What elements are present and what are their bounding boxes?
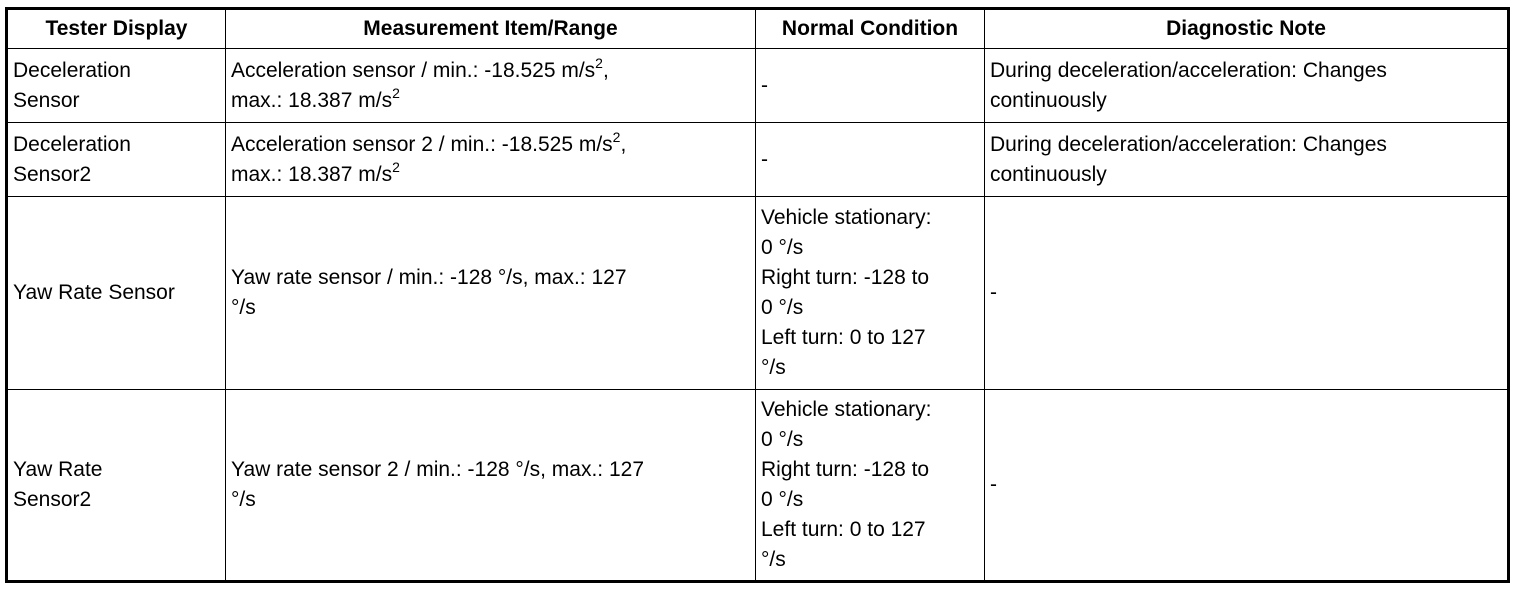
diagnostic-note-line: -: [990, 472, 997, 496]
normal-condition-line: -: [761, 73, 768, 97]
superscript: 2: [595, 54, 603, 71]
measurement-text: ,: [620, 132, 627, 156]
normal-condition-line: Vehicle stationary:: [761, 205, 932, 229]
header-measurement-item-range: Measurement Item/Range: [226, 9, 756, 49]
cell-measurement: [226, 197, 756, 389]
normal-condition-line: 0 °/s: [761, 235, 804, 259]
normal-condition-line: Left turn: 0 to 127: [761, 517, 926, 541]
measurement-line: [231, 160, 750, 190]
measurement-text: ,: [602, 58, 609, 82]
superscript: 2: [612, 128, 621, 145]
cell-diagnostic-note: [985, 389, 1509, 581]
measurement-text: Acceleration sensor / min.: -18.525 m/s: [231, 58, 596, 82]
diagnostic-note-line: During deceleration/acceleration: Changes: [990, 132, 1387, 156]
tester-display-line: Yaw Rate: [13, 457, 103, 481]
cell-diagnostic-note: [985, 49, 1509, 123]
cell-measurement: [226, 49, 756, 123]
cell-diagnostic-note: [985, 123, 1509, 197]
measurement-line: °/s: [231, 295, 256, 319]
diagnostic-note-line: continuously: [990, 88, 1107, 112]
superscript: 2: [392, 84, 400, 101]
measurement-line: [231, 130, 750, 160]
measurement-text: max.: 18.387 m/s: [231, 88, 393, 112]
cell-normal-condition: [756, 49, 985, 123]
cell-tester-display: [7, 123, 226, 197]
table-row: [7, 123, 1509, 197]
normal-condition-line: Vehicle stationary:: [761, 397, 932, 421]
spec-table: [5, 7, 1510, 583]
measurement-line: Yaw rate sensor 2 / min.: -128 °/s, max.: 127: [231, 457, 645, 481]
measurement-text: max.: 18.387 m/s: [231, 162, 393, 186]
normal-condition-line: -: [761, 147, 768, 171]
normal-condition-line: 0 °/s: [761, 487, 804, 511]
measurement-text: Acceleration sensor 2 / min.: -18.525 m/s: [231, 132, 613, 156]
normal-condition-line: Left turn: 0 to 127: [761, 325, 926, 349]
cell-normal-condition: [756, 389, 985, 581]
tester-display-line: Deceleration: [13, 58, 131, 82]
header-row: [7, 9, 1509, 49]
table-row: [7, 197, 1509, 389]
diagnostic-note-line: During deceleration/acceleration: Changes: [990, 58, 1387, 82]
tester-display-line: Deceleration: [13, 132, 131, 156]
header-normal-condition: Normal Condition: [756, 9, 985, 49]
table-row: [7, 49, 1509, 123]
normal-condition-line: °/s: [761, 355, 786, 379]
normal-condition-line: Right turn: -128 to: [761, 265, 930, 289]
cell-normal-condition: [756, 197, 985, 389]
normal-condition-line: 0 °/s: [761, 295, 804, 319]
cell-tester-display: [7, 49, 226, 123]
cell-measurement: [226, 389, 756, 581]
superscript: 2: [392, 158, 400, 175]
tester-display-line: Sensor: [13, 88, 80, 112]
tester-display-line: Sensor2: [13, 162, 92, 186]
tester-display-line: Sensor2: [13, 487, 92, 511]
cell-tester-display: [7, 197, 226, 389]
cell-measurement: [226, 123, 756, 197]
cell-diagnostic-note: [985, 197, 1509, 389]
measurement-line: °/s: [231, 487, 256, 511]
cell-normal-condition: [756, 123, 985, 197]
tester-display-line: Yaw Rate Sensor: [13, 280, 175, 304]
measurement-line: Yaw rate sensor / min.: -128 °/s, max.: 127: [231, 265, 627, 289]
diagnostic-note-line: -: [990, 280, 997, 304]
diagnostic-note-line: continuously: [990, 162, 1107, 186]
table-row: [7, 389, 1509, 581]
header-tester-display: Tester Display: [7, 9, 226, 49]
measurement-line: [231, 56, 750, 86]
normal-condition-line: °/s: [761, 547, 786, 571]
normal-condition-line: 0 °/s: [761, 427, 804, 451]
normal-condition-line: Right turn: -128 to: [761, 457, 930, 481]
measurement-line: [231, 86, 750, 116]
header-diagnostic-note: Diagnostic Note: [985, 9, 1509, 49]
cell-tester-display: [7, 389, 226, 581]
